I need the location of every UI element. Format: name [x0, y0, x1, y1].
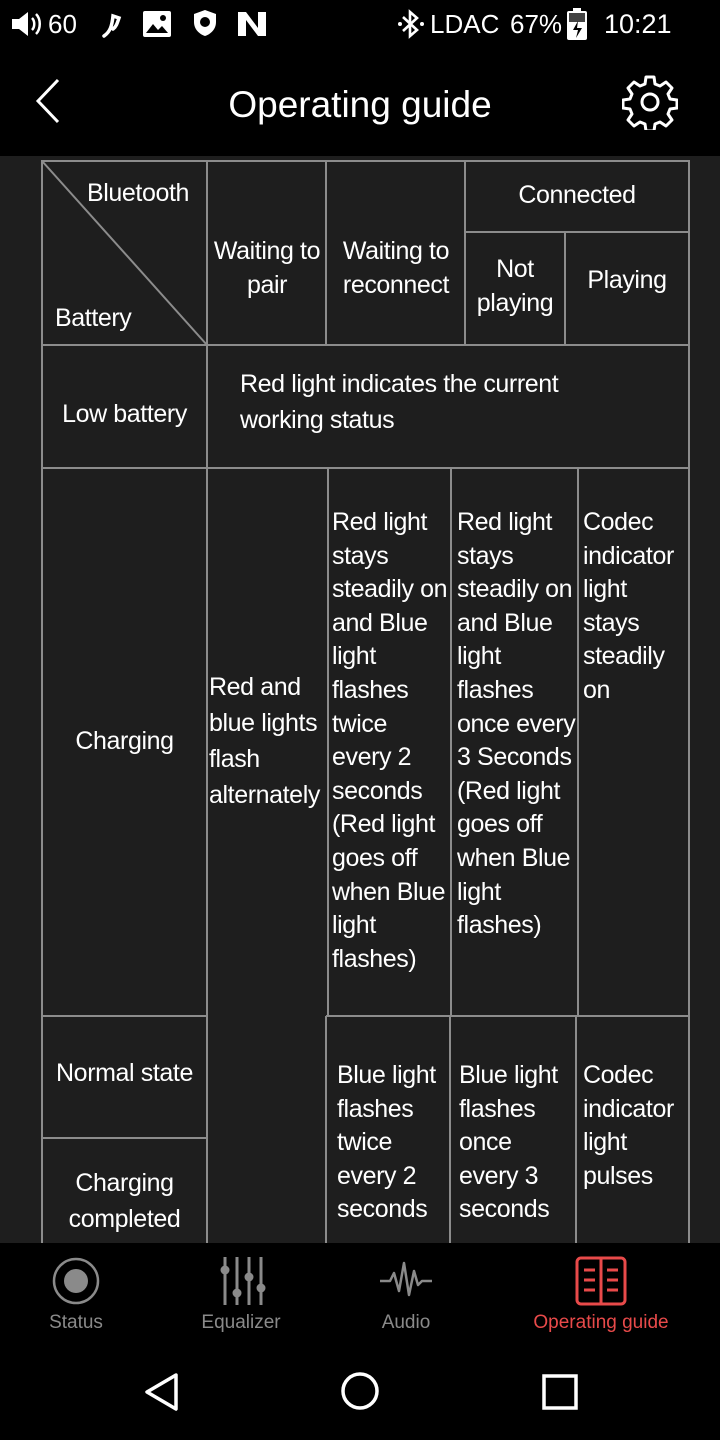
tab-status-label: Status [49, 1312, 103, 1333]
header-playing: Playing [587, 266, 667, 294]
bottom-tab-bar [0, 1243, 720, 1360]
tab-operating-guide[interactable] [516, 1243, 686, 1360]
tab-audio-label: Audio [381, 1312, 431, 1333]
n-app-icon [236, 10, 268, 38]
charging-not-playing: Red light stays steadily on and Blue light flashes once every 3 Seconds (Red light goes off when Blue light flashes) [457, 508, 576, 940]
nav-back-icon[interactable] [142, 1372, 180, 1412]
charging-waiting-to-reconnect: Red light stays steadily on and Blue light flashes twice every 2 seconds (Red light goes off when Blue light flashes) [332, 508, 448, 973]
gear-icon[interactable] [622, 74, 678, 130]
tab-operating-guide-label: Operating guide [533, 1312, 669, 1333]
book-icon [573, 1255, 629, 1307]
volume-level: 60 [48, 9, 77, 39]
status-icon [48, 1255, 104, 1307]
bluetooth-icon [398, 8, 424, 40]
charging-playing: Codec indicator light stays steadily on [583, 508, 674, 704]
image-icon [142, 10, 172, 38]
equalizer-icon [213, 1255, 269, 1307]
normal-waiting-to-reconnect: Blue light flashes twice every 2 seconds [337, 1061, 436, 1224]
app-notification-icon [100, 12, 122, 38]
normal-playing: Codec indicator light pulses [583, 1061, 674, 1190]
nav-home-icon[interactable] [340, 1371, 380, 1411]
tab-equalizer[interactable] [156, 1243, 326, 1360]
shield-icon [190, 8, 220, 38]
navigation-bar [0, 1360, 720, 1440]
low-battery-description: Red light indicates the current working status [240, 370, 559, 434]
battery-charging-icon [566, 7, 588, 41]
operating-guide-table [0, 156, 720, 1243]
header-not-playing: Not playing [476, 255, 554, 317]
tab-audio[interactable] [321, 1243, 491, 1360]
bluetooth-codec: LDAC [430, 9, 500, 39]
charging-waiting-to-pair: Red and blue lights flash alternately [209, 673, 320, 809]
header-waiting-to-reconnect: Waiting to reconnect [342, 237, 450, 299]
normal-not-playing: Blue light flashes once every 3 seconds [459, 1061, 558, 1224]
header-connected: Connected [518, 181, 636, 209]
row-charging: Charging [75, 727, 174, 755]
clock: 10:21 [604, 9, 672, 39]
volume-icon [10, 10, 44, 38]
header-waiting-to-pair: Waiting to pair [213, 237, 321, 299]
row-low-battery: Low battery [62, 400, 187, 428]
nav-recents-icon[interactable] [542, 1374, 578, 1410]
corner-label-bluetooth: Bluetooth [87, 179, 190, 207]
corner-label-battery: Battery [55, 304, 132, 332]
tab-equalizer-label: Equalizer [201, 1312, 281, 1333]
status-bar [0, 0, 720, 50]
guide-content[interactable] [0, 156, 720, 1243]
battery-percent: 67% [510, 9, 563, 39]
row-charging-completed: Charging completed [68, 1169, 181, 1233]
app-bar [0, 50, 720, 156]
tab-status[interactable] [0, 1243, 161, 1360]
page-title: Operating guide [228, 84, 492, 125]
row-normal-state: Normal state [56, 1059, 193, 1087]
audio-waveform-icon [378, 1255, 434, 1307]
